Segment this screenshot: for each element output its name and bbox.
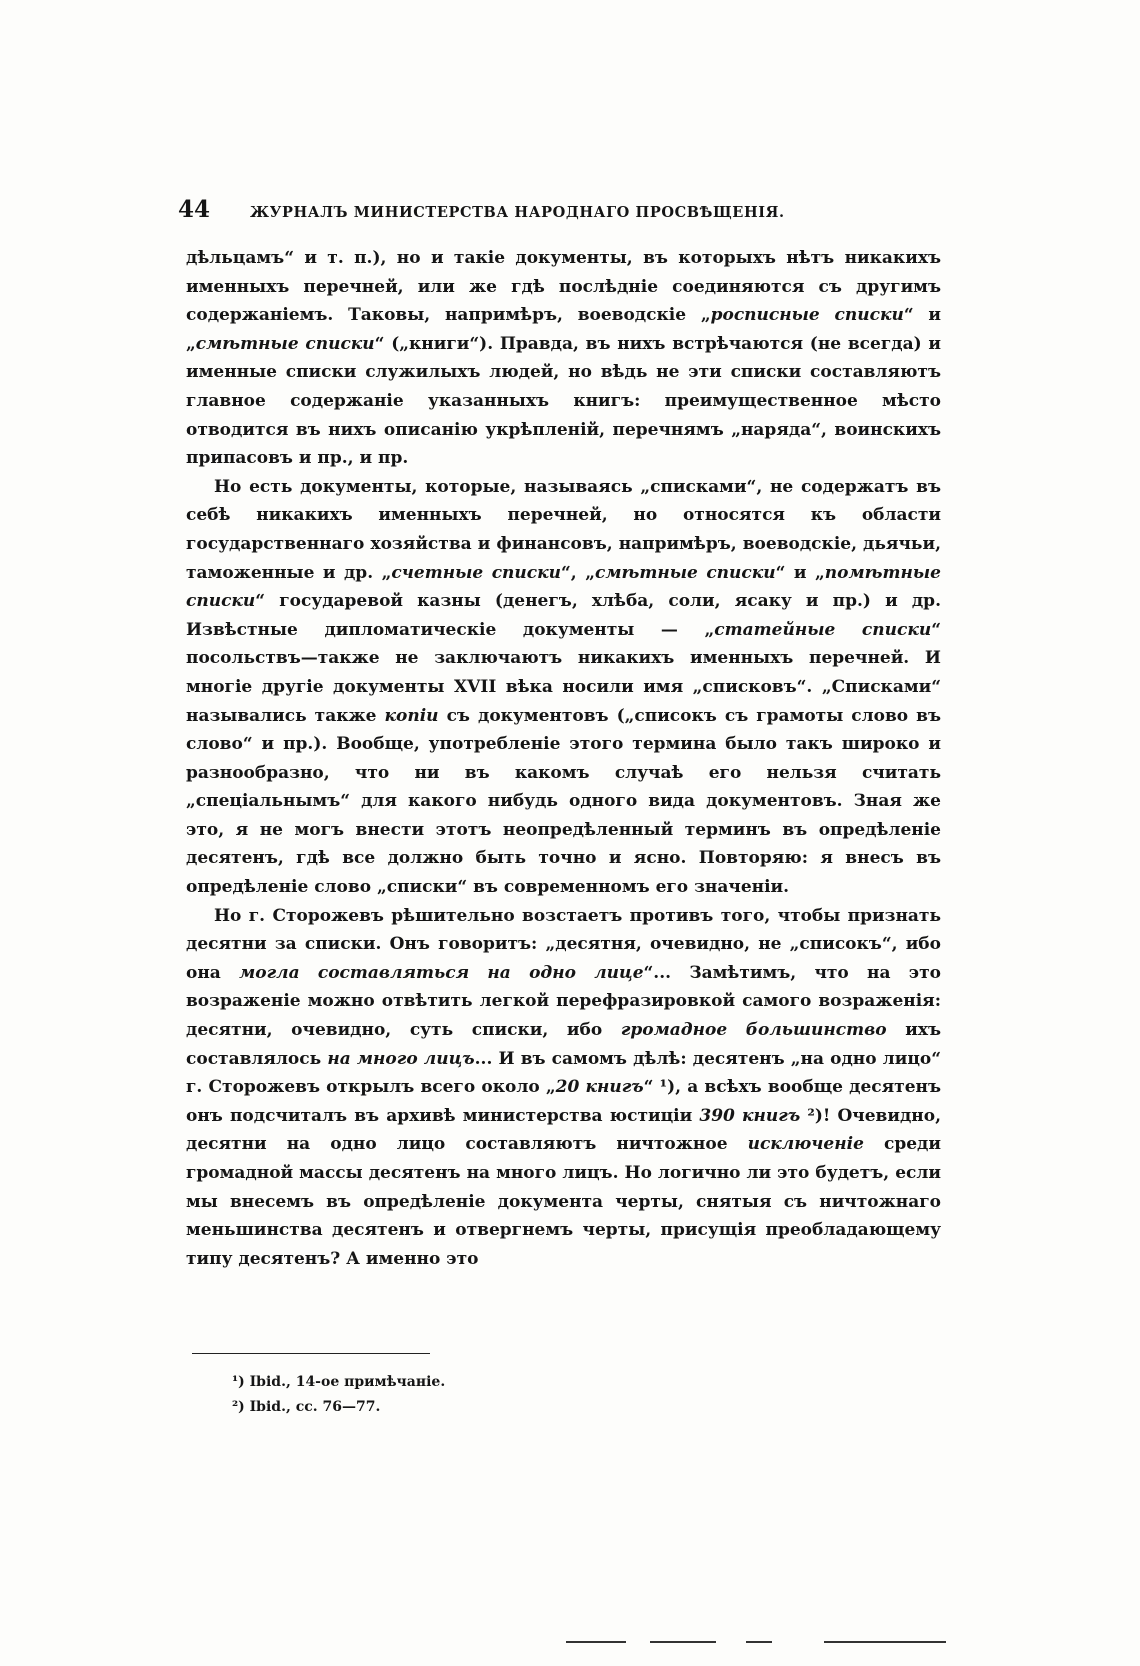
footnote-divider [192, 1353, 430, 1354]
italic-text-run: копіи [384, 705, 439, 726]
italic-text-run: могла составляться на одно лице [239, 962, 644, 983]
scan-mark [566, 1641, 626, 1643]
scan-mark [824, 1641, 946, 1643]
text-run: съ документовъ („списокъ съ грамоты слово въ слово“ и пр.). Вообще, употребленіе этого термина было такъ широко и разнообразно, что ни въ какомъ случаѣ его нельзя считать „спеціальнымъ“ для какого нибудь одного вида документовъ. Зная же это, я не могъ внести этотъ неопредѣленный терминъ въ опредѣленіе десятенъ, гдѣ все должно быть точно и ясно. Повторяю: я внесъ въ опредѣленіе слово „списки“ въ современномъ его значеніи. [186, 705, 941, 898]
text-run: “ посольствъ—также не заключаютъ никакихъ именныхъ перечней. И многіе другіе документы XVII вѣка носили имя „списковъ“. „Списками“ назывались также [186, 619, 941, 726]
text-run: “ („книги“). Правда, въ нихъ встрѣчаются (не всегда) и именные списки служилыхъ людей, но вѣдь не эти списки составляютъ главное содержаніе указанныхъ книгъ: преимущественное мѣсто отводится въ нихъ описанію укрѣпленій, перечнямъ „наряда“, воинскихъ припасовъ и пр., и пр. [186, 333, 941, 469]
paragraph [186, 902, 941, 1274]
italic-text-run: смѣтные списки [195, 333, 375, 354]
scan-edge-marks [566, 1641, 946, 1647]
italic-text-run: статейные списки [714, 619, 932, 640]
italic-text-run: смѣтные списки [594, 562, 776, 583]
text-run: дѣльцамъ“ и т. п.), но и такіе документы, въ которыхъ нѣтъ никакихъ именныхъ перечней, или же гдѣ послѣдніе соединяются съ другимъ содержаніемъ. Таковы, напримѣръ, воеводскіе „ [186, 248, 941, 326]
page-number: 44 [178, 196, 211, 223]
paragraph [186, 244, 941, 473]
text-run: “... Замѣтимъ, что на это возраженіе можно отвѣтить легкой перефразировкой самого возраженія: десятни, очевидно, суть списки, ибо [186, 962, 941, 1041]
italic-text-run: 20 книгъ [555, 1077, 644, 1098]
footnotes [232, 1370, 732, 1420]
text-run: “ и „ [186, 305, 941, 354]
text-run: Но есть документы, которые, называясь „списками“, не содержатъ въ себѣ никакихъ именныхъ перечней, но относятся къ области государственнаго хозяйства и финансовъ, напримѣръ, воеводскіе, дьячьи, таможенные и др. „ [186, 476, 941, 583]
text-run: “ и „ [775, 562, 825, 583]
italic-text-run: помѣтные списки [186, 562, 941, 612]
text-run: ... И въ самомъ дѣлѣ: десятенъ „на одно лицо“ г. Сторожевъ открылъ всего около „ [186, 1048, 941, 1098]
paragraph [186, 473, 941, 902]
italic-text-run: громадное большинство [620, 1020, 887, 1041]
scan-mark [746, 1641, 772, 1643]
scan-mark [650, 1641, 716, 1643]
running-title: ЖУРНАЛЪ МИНИСТЕРСТВА НАРОДНАГО ПРОСВѢЩЕНІЯ. [250, 204, 785, 221]
text-run: “ государевой казны (денегъ, хлѣба, соли, ясаку и пр.) и др. Извѣстные дипломатическіе документы — „ [186, 591, 941, 640]
page-header [178, 196, 938, 223]
italic-text-run: счетные списки [391, 562, 561, 583]
text-run: “ ¹), а всѣхъ вообще десятенъ онъ подсчиталъ въ архивѣ министерства юстиціи [186, 1077, 941, 1126]
text-run: Но г. Сторожевъ рѣшительно возстаетъ противъ того, чтобы признать десятни за списки. Онъ говоритъ: „десятня, очевидно, не „списокъ“, ибо она [186, 905, 941, 983]
text-run: “, „ [561, 562, 595, 583]
body-text [186, 244, 941, 1273]
footnote: ¹) Ibid., 14-ое примѣчаніе. [232, 1374, 446, 1390]
italic-text-run: 390 книгъ [699, 1105, 801, 1126]
italic-text-run: на много лицъ [327, 1048, 475, 1069]
text-run: среди громадной массы десятенъ на много лицъ. Но логично ли это будетъ, если мы внесемъ въ опредѣленіе документа черты, снятыя съ ничтожнаго меньшинства десятенъ и отвергнемъ черты, присущія преобладающему типу десятенъ? А именно это [186, 1134, 941, 1269]
text-run: ²)! Очевидно, десятни на одно лицо составляютъ ничтожное [186, 1105, 941, 1155]
italic-text-run: росписные списки [710, 305, 904, 326]
footnote: ²) Ibid., сс. 76—77. [232, 1399, 381, 1415]
text-run: ихъ составлялось [186, 1020, 942, 1069]
italic-text-run: исключеніе [747, 1134, 864, 1155]
